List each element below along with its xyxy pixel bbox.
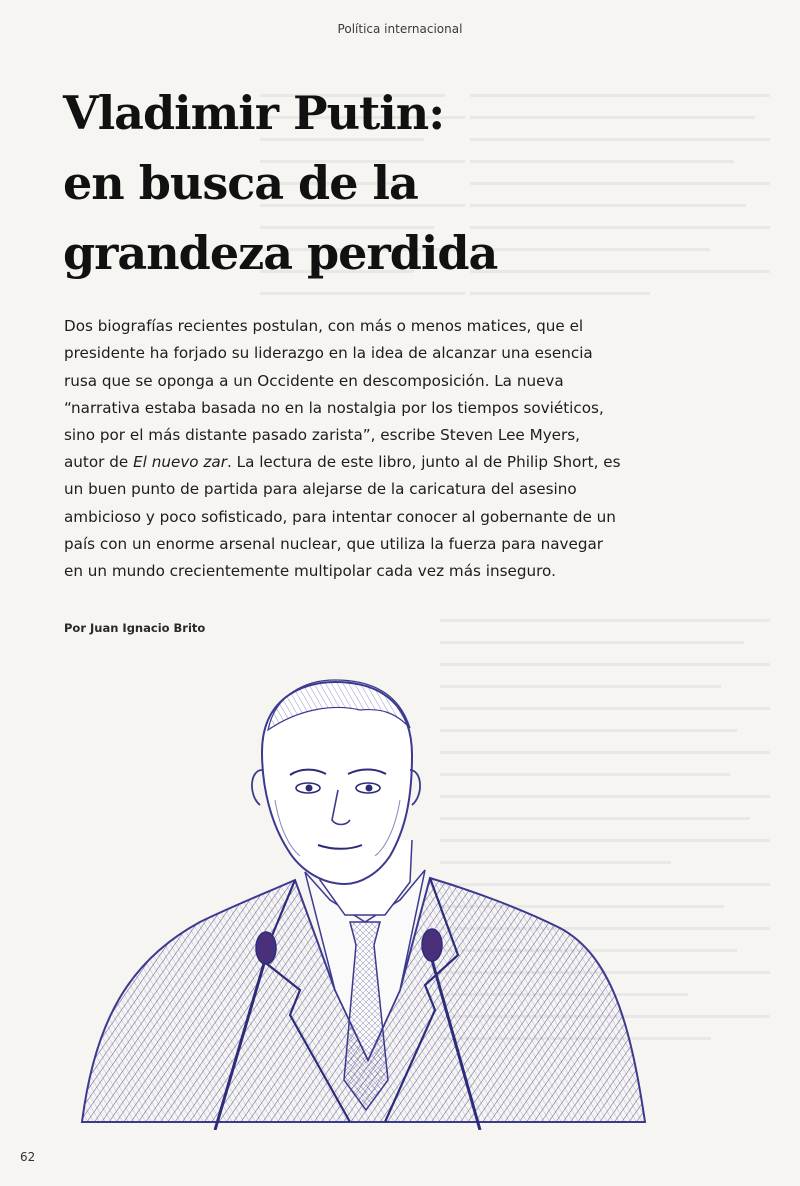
microphone-left-icon xyxy=(256,932,276,964)
title-line: grandeza perdida xyxy=(63,226,498,280)
lead-text-part: Dos biografías recientes postulan, con más o menos matices, que el presidente ha forjado su liderazgo en la idea de alcanzar una esencia rusa que se oponga a un Occidente en descomposición. La nueva “narrativa estaba basada no en la nostalgia por los tiempos soviéticos, sino por el más distante pasado zarista”, escribe Steven Lee Myers, autor de xyxy=(64,317,604,472)
title-line: Vladimir Putin: xyxy=(63,86,445,140)
article-title xyxy=(63,78,623,288)
book-title: El nuevo zar xyxy=(133,453,227,472)
putin-portrait-illustration xyxy=(0,660,800,1130)
lead-paragraph xyxy=(64,313,624,585)
byline: Por Juan Ignacio Brito xyxy=(64,621,206,635)
lead-text-part: . La lectura de este libro, junto al de Philip Short, es un buen punto de partida para alejarse de la caricatura del asesino ambicioso y poco sofisticado, para intentar conocer al gobernante de un país con un enorme arsenal nuclear, que utiliza la fuerza para navegar en un mundo crecientemente multipolar cada vez más inseguro. xyxy=(64,453,621,581)
page-number: 62 xyxy=(20,1150,36,1164)
microphone-right-icon xyxy=(422,929,442,961)
section-label: Política internacional xyxy=(337,22,463,36)
title-line: en busca de la xyxy=(63,156,418,210)
